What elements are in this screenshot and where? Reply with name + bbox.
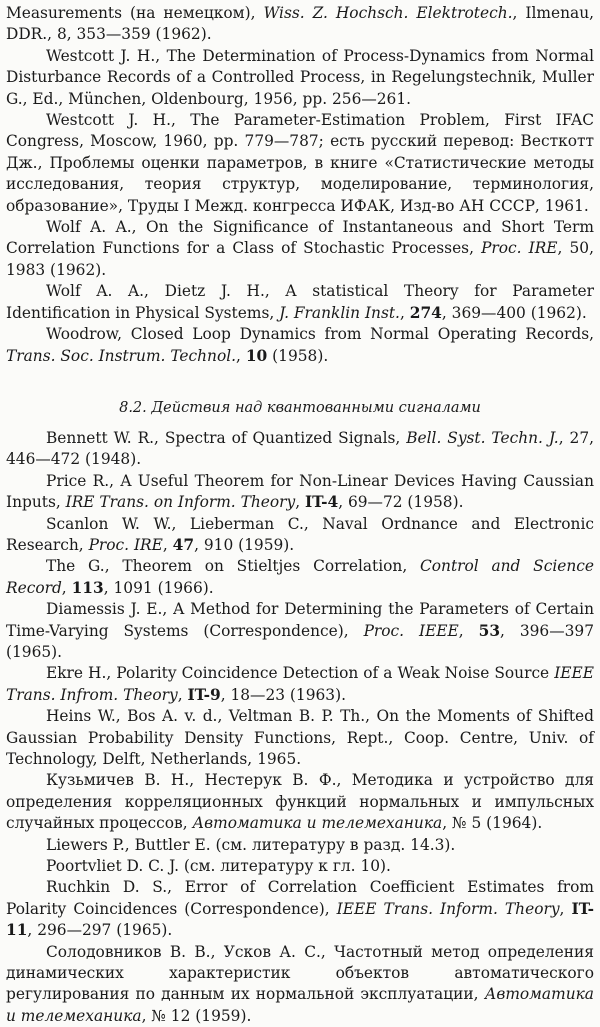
reference-text-segment: Кузьмичев В. Н., Нестерук В. Ф., Методика и устройство для определения корреляционных функций нормальных и импульсных случайных процессов,: [6, 771, 594, 833]
reference-text-segment: ,: [458, 621, 479, 640]
reference-entry-liewers: [6, 835, 594, 856]
reference-text-segment: Wiss. Z. Hochsch. Elektrotech.: [263, 4, 513, 22]
reference-text-segment: , 27, 446—472 (1948).: [6, 428, 594, 469]
reference-text-segment: IT-9: [187, 685, 221, 704]
reference-text-segment: Proc. IRE: [88, 535, 163, 554]
reference-entry-wolf-1962: [6, 217, 594, 281]
reference-text-segment: , 1091 (1966).: [103, 578, 214, 597]
reference-text-segment: Proc. IRE: [481, 239, 558, 258]
reference-text-segment: ,: [236, 346, 246, 365]
reference-entry-bennett-1948: [6, 428, 594, 471]
reference-text-segment: , 18—23 (1963).: [220, 685, 346, 704]
reference-entry-westcott-1956: [6, 46, 594, 110]
reference-entry-ekre-1963: [6, 663, 594, 706]
reference-text-segment: Westcott J. H., The Parameter-Estimation Problem, First IFAC Congress, Moscow, 1960, pp. 779—787; есть русский перевод: Весткотт Дж., Проблемы оценки параметров, в книге «Статистические методы исследования, теория структур, моделирование, терминология, образование», Труды I Межд. конгресса ИФАК, Изд-во АН СССР, 1961.: [6, 111, 594, 215]
reference-entry-ruchkin-1965: [6, 877, 594, 941]
reference-text-segment: , 296—297 (1965).: [27, 921, 173, 940]
reference-entry-theg-1966: [6, 556, 594, 599]
reference-text-segment: Ekre H., Polarity Coincidence Detection of a Weak Noise Source: [46, 664, 555, 683]
reference-text-segment: Wolf A. A., Dietz J. H., A statistical Theory for Parameter Identification in Physical Systems,: [6, 282, 594, 322]
reference-text-segment: IEEE Trans. Inform. Theory: [336, 899, 560, 918]
reference-entry-poortvliet: [6, 856, 594, 877]
reference-text-segment: ,: [177, 685, 188, 704]
reference-text-segment: , № 5 (1964).: [442, 814, 543, 833]
reference-text-segment: , 69—72 (1958).: [338, 493, 464, 512]
section-heading: 8.2. Действия над квантованными сигналами: [119, 399, 481, 416]
reference-text-segment: IT-11: [6, 899, 594, 940]
reference-entry-woodrow-1958: [6, 324, 594, 367]
reference-text-segment: (1958).: [267, 346, 329, 365]
reference-text-segment: ,: [61, 578, 72, 597]
references-section-8-1: [6, 3, 594, 367]
reference-text-segment: ,: [162, 535, 173, 554]
reference-text-segment: Wolf A. A., On the Significance of Instantaneous and Short Term Correlation Functions for a Class of Stochastic Processes,: [6, 218, 594, 258]
reference-text-segment: Trans. Soc. Instrum. Technol.: [6, 346, 237, 365]
reference-text-segment: Proc. IEEE: [363, 621, 459, 640]
reference-entry-scanlon-1959: [6, 514, 594, 557]
reference-text-segment: ,: [559, 899, 572, 918]
reference-text-segment: IRE Trans. on Inform. Theory: [65, 493, 296, 512]
reference-text-segment: Автоматика и телемеханика: [192, 814, 443, 833]
reference-text-segment: Control and Science Record: [6, 557, 594, 597]
reference-text-segment: Bennett W. R., Spectra of Quantized Signals,: [46, 428, 407, 447]
reference-text-segment: 10: [245, 346, 268, 365]
reference-entry-kuzmichev-1964: [6, 770, 594, 834]
reference-text-segment: Price R., A Useful Theorem for Non-Linear Devices Having Caussian Inputs,: [6, 471, 594, 512]
reference-text-segment: Bell. Syst. Techn. J.: [406, 428, 559, 447]
reference-text-segment: ,: [295, 493, 305, 512]
reference-text-segment: Measurements (на немецком),: [6, 4, 264, 22]
reference-text-segment: , № 12 (1959).: [141, 1006, 252, 1025]
reference-entry-price-1958: [6, 471, 594, 514]
reference-entry-westcott-1960: [6, 110, 594, 217]
reference-text-segment: Ruchkin D. S., Error of Correlation Coefficient Estimates from Polarity Coincidences (Correspondence),: [6, 878, 594, 918]
reference-entry-heins-1965: [6, 706, 594, 770]
reference-text-segment: Scanlon W. W., Lieberman C., Naval Ordnance and Electronic Research,: [6, 514, 594, 554]
reference-text-segment: IT-4: [304, 493, 339, 512]
reference-text-segment: ,: [399, 303, 410, 322]
reference-text-segment: Diamessis J. E., A Method for Determining the Parameters of Certain Time-Varying Systems (Correspondence),: [6, 600, 594, 640]
reference-text-segment: The G., Theorem on Stieltjes Correlation,: [46, 557, 420, 576]
reference-text-segment: Woodrow, Closed Loop Dynamics from Normal Operating Records,: [46, 325, 594, 344]
reference-text-segment: , 396—397 (1965).: [6, 621, 594, 661]
reference-text-segment: J. Franklin Inst.: [279, 303, 400, 322]
reference-text-segment: , 369—400 (1962).: [441, 303, 587, 322]
references-section-8-2: [6, 428, 594, 1027]
reference-text-segment: Heins W., Bos A. v. d., Veltman B. P. Th., On the Moments of Shifted Gaussian Probability Density Functions, Rept., Coop. Centre, Univ. of Technology, Delft, Netherlands, 1965.: [6, 707, 594, 768]
reference-entry-solodovnikov-1959: [6, 942, 594, 1027]
reference-text-segment: Liewers P., Buttler E. (см. литературу в разд. 14.3).: [46, 835, 456, 854]
reference-text-segment: IEEE Trans. Infrom. Theory: [6, 664, 594, 704]
reference-text-segment: 274: [409, 303, 442, 322]
reference-entry-meas: [6, 3, 594, 46]
reference-text-segment: Солодовников В. В., Усков А. С., Частотный метод определения динамических характеристик объектов автоматического регулирования по данным их нормальной эксплуатации,: [6, 942, 594, 1004]
reference-text-segment: , Ilmenau, DDR., 8, 353—359 (1962).: [6, 4, 594, 44]
reference-text-segment: , 50, 1983 (1962).: [6, 239, 594, 279]
reference-text-segment: Автоматика и телемеханика: [6, 985, 594, 1025]
reference-entry-wolf-dietz-1962: [6, 281, 594, 324]
reference-text-segment: Poortvliet D. C. J. (см. литературу к гл. 10).: [46, 857, 391, 876]
reference-text-segment: Westcott J. H., The Determination of Process-Dynamics from Normal Disturbance Records of a Controlled Process, in Regelungstechnik, Muller G., Ed., München, Oldenbourg, 1956, pp. 256—261.: [6, 46, 594, 108]
reference-text-segment: 113: [71, 578, 104, 597]
reference-text-segment: 53: [478, 621, 501, 640]
reference-text-segment: , 910 (1959).: [194, 535, 295, 554]
reference-entry-diamessis-1965: [6, 599, 594, 663]
reference-text-segment: 47: [172, 535, 195, 554]
